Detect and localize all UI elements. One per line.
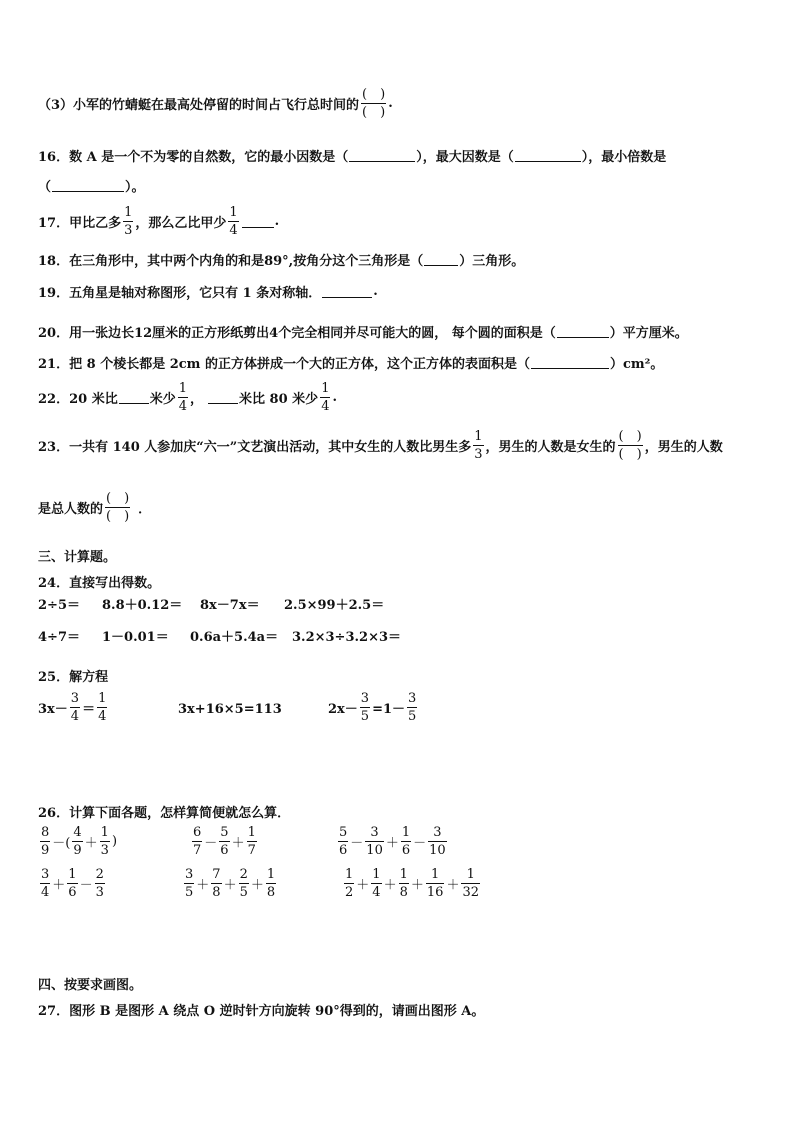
question-23: 23．一共有 140 人参加庆“六一”文艺演出活动，其中女生的人数比男生多 $\frac{1}{3}$ ，男生的人数是女生的 $\frac{( )}{( )}$ ，男生的人数 xyxy=(38,429,723,462)
fraction: $\frac{1}{7}$ xyxy=(247,825,256,858)
fraction: $\frac{5}{6}$ xyxy=(339,825,348,858)
question-21: 21．把 8 个棱长都是 2cm 的正方体拼成一个大的正方体，这个正方体的表面积是（ ）cm²。 xyxy=(38,357,664,372)
question-15-3: （3）小军的竹蜻蜓在最高处停留的时间占飞行总时间的 $\frac{( )}{( )}$ . xyxy=(38,87,393,120)
fraction: $\frac{5}{6}$ xyxy=(220,825,229,858)
fraction: $\frac{1}{16}$ xyxy=(426,867,444,900)
fraction: $\frac{1}{4}$ xyxy=(178,381,188,414)
question-20: 20．用一张边长12厘米的正方形纸剪出4个完全相同并尽可能大的圆， 每个圆的面积是（ ）平方厘米。 xyxy=(38,326,688,341)
fraction: $\frac{3}{10}$ xyxy=(366,825,383,858)
answer-blank[interactable] xyxy=(242,215,274,228)
question-25-title: 25．解方程 xyxy=(38,670,109,685)
fraction: $\frac{1}{6}$ xyxy=(68,867,77,900)
fraction: $\frac{2}{3}$ xyxy=(95,867,104,900)
answer-blank[interactable] xyxy=(557,325,609,338)
question-27: 27．图形 B 是图形 A 绕点 O 逆时针方向旋转 90°得到的，请画出图形 A。 xyxy=(38,1004,485,1019)
fraction: $\frac{1}{3}$ xyxy=(474,429,483,462)
expression-r1-c2: $\frac{6}{7}$ － $\frac{5}{6}$ ＋ $\frac{1}{7}$ xyxy=(193,825,256,858)
section-4-heading: 四、按要求画图。 xyxy=(38,978,143,993)
answer-blank[interactable] xyxy=(531,356,609,369)
answer-fraction-blank: $\frac{( )}{( )}$ xyxy=(362,87,386,120)
question-26-title: 26．计算下面各题，怎样算简便就怎么算． xyxy=(38,806,291,821)
answer-blank[interactable] xyxy=(208,391,238,404)
fraction: $\frac{1}{4}$ xyxy=(372,867,381,900)
fraction: $\frac{3}{10}$ xyxy=(429,825,446,858)
answer-blank[interactable] xyxy=(349,149,415,162)
answer-blank[interactable] xyxy=(52,179,124,192)
fraction: $\frac{2}{5}$ xyxy=(239,867,248,900)
question-18: 18．在三角形中，其中两个内角的和是89°,按角分这个三角形是（ ）三角形。 xyxy=(38,254,525,269)
fraction: $\frac{4}{9}$ xyxy=(73,825,82,858)
answer-fraction-blank: $\frac{( )}{( )}$ xyxy=(106,491,130,524)
fraction: $\frac{8}{9}$ xyxy=(41,825,50,858)
question-23-cont: 是总人数的 $\frac{( )}{( )}$ ． xyxy=(38,491,152,524)
question-19: 19．五角星是轴对称图形，它只有 1 条对称轴． . xyxy=(38,284,378,301)
fraction: $\frac{3}{4}$ xyxy=(41,867,50,900)
equation-1: 3x－ $\frac{3}{4}$ ＝ $\frac{1}{4}$ xyxy=(38,691,107,724)
fraction: $\frac{3}{5}$ xyxy=(360,691,370,724)
answer-blank[interactable] xyxy=(322,285,372,298)
fraction: $\frac{1}{4}$ xyxy=(229,205,238,238)
fraction: $\frac{1}{4}$ xyxy=(98,691,107,724)
equation-2: 3x+16×5=113 xyxy=(178,702,282,717)
expression-r2-c2: $\frac{3}{5}$ ＋ $\frac{7}{8}$ ＋ $\frac{2}{5}$ ＋ $\frac{1}{8}$ xyxy=(185,867,276,900)
question-16: 16．数 A 是一个不为零的自然数，它的最小因数是（ ），最大因数是（ ），最小倍数是 xyxy=(38,150,667,165)
fraction: $\frac{6}{7}$ xyxy=(193,825,202,858)
expression-r2-c3: $\frac{1}{2}$ ＋ $\frac{1}{4}$ ＋ $\frac{1}{8}$ ＋ $\frac{1}{16}$ ＋ $\frac{1}{32}$ xyxy=(345,867,479,900)
fraction: $\frac{3}{5}$ xyxy=(185,867,194,900)
q15-3-text: （3）小军的竹蜻蜓在最高处停留的时间占飞行总时间的 xyxy=(38,98,360,113)
fraction: $\frac{7}{8}$ xyxy=(212,867,221,900)
fraction: $\frac{3}{5}$ xyxy=(408,691,417,724)
answer-blank[interactable] xyxy=(119,391,149,404)
expression-r2-c1: $\frac{3}{4}$ ＋ $\frac{1}{6}$ － $\frac{2}{3}$ xyxy=(41,867,104,900)
fraction: $\frac{1}{8}$ xyxy=(399,867,408,900)
question-22: 22．20 米比 米少 $\frac{1}{4}$ ， 米比 80 米少 $\frac{1}{4}$ . xyxy=(38,381,337,414)
fraction: $\frac{1}{3}$ xyxy=(100,825,109,858)
question-16-cont: （ ）。 xyxy=(38,180,145,195)
answer-blank[interactable] xyxy=(515,149,581,162)
expression-r1-c1: $\frac{8}{9}$ －( $\frac{4}{9}$ ＋ $\frac{1}{3}$ ) xyxy=(41,825,118,858)
fraction: $\frac{3}{4}$ xyxy=(70,691,80,724)
answer-blank[interactable] xyxy=(424,253,458,266)
expression-r1-c3: $\frac{5}{6}$ － $\frac{3}{10}$ ＋ $\frac{1}{6}$ － $\frac{3}{10}$ xyxy=(339,825,446,858)
fraction: $\frac{1}{2}$ xyxy=(345,867,354,900)
fraction: $\frac{1}{6}$ xyxy=(401,825,411,858)
fraction: $\frac{1}{4}$ xyxy=(321,381,330,414)
fraction: $\frac{1}{32}$ xyxy=(462,867,479,900)
fraction: $\frac{1}{8}$ xyxy=(266,867,276,900)
answer-fraction-blank: $\frac{( )}{( )}$ xyxy=(618,429,642,462)
fraction: $\frac{1}{3}$ xyxy=(124,205,133,238)
section-3-heading: 三、计算题。 xyxy=(38,550,117,565)
question-17: 17．甲比乙多 $\frac{1}{3}$ ，那么乙比甲少 $\frac{1}{4}$ . xyxy=(38,205,280,238)
question-24-title: 24．直接写出得数。 xyxy=(38,576,161,591)
equation-3: 2x－ $\frac{3}{5}$ =1－ $\frac{3}{5}$ xyxy=(328,691,417,724)
